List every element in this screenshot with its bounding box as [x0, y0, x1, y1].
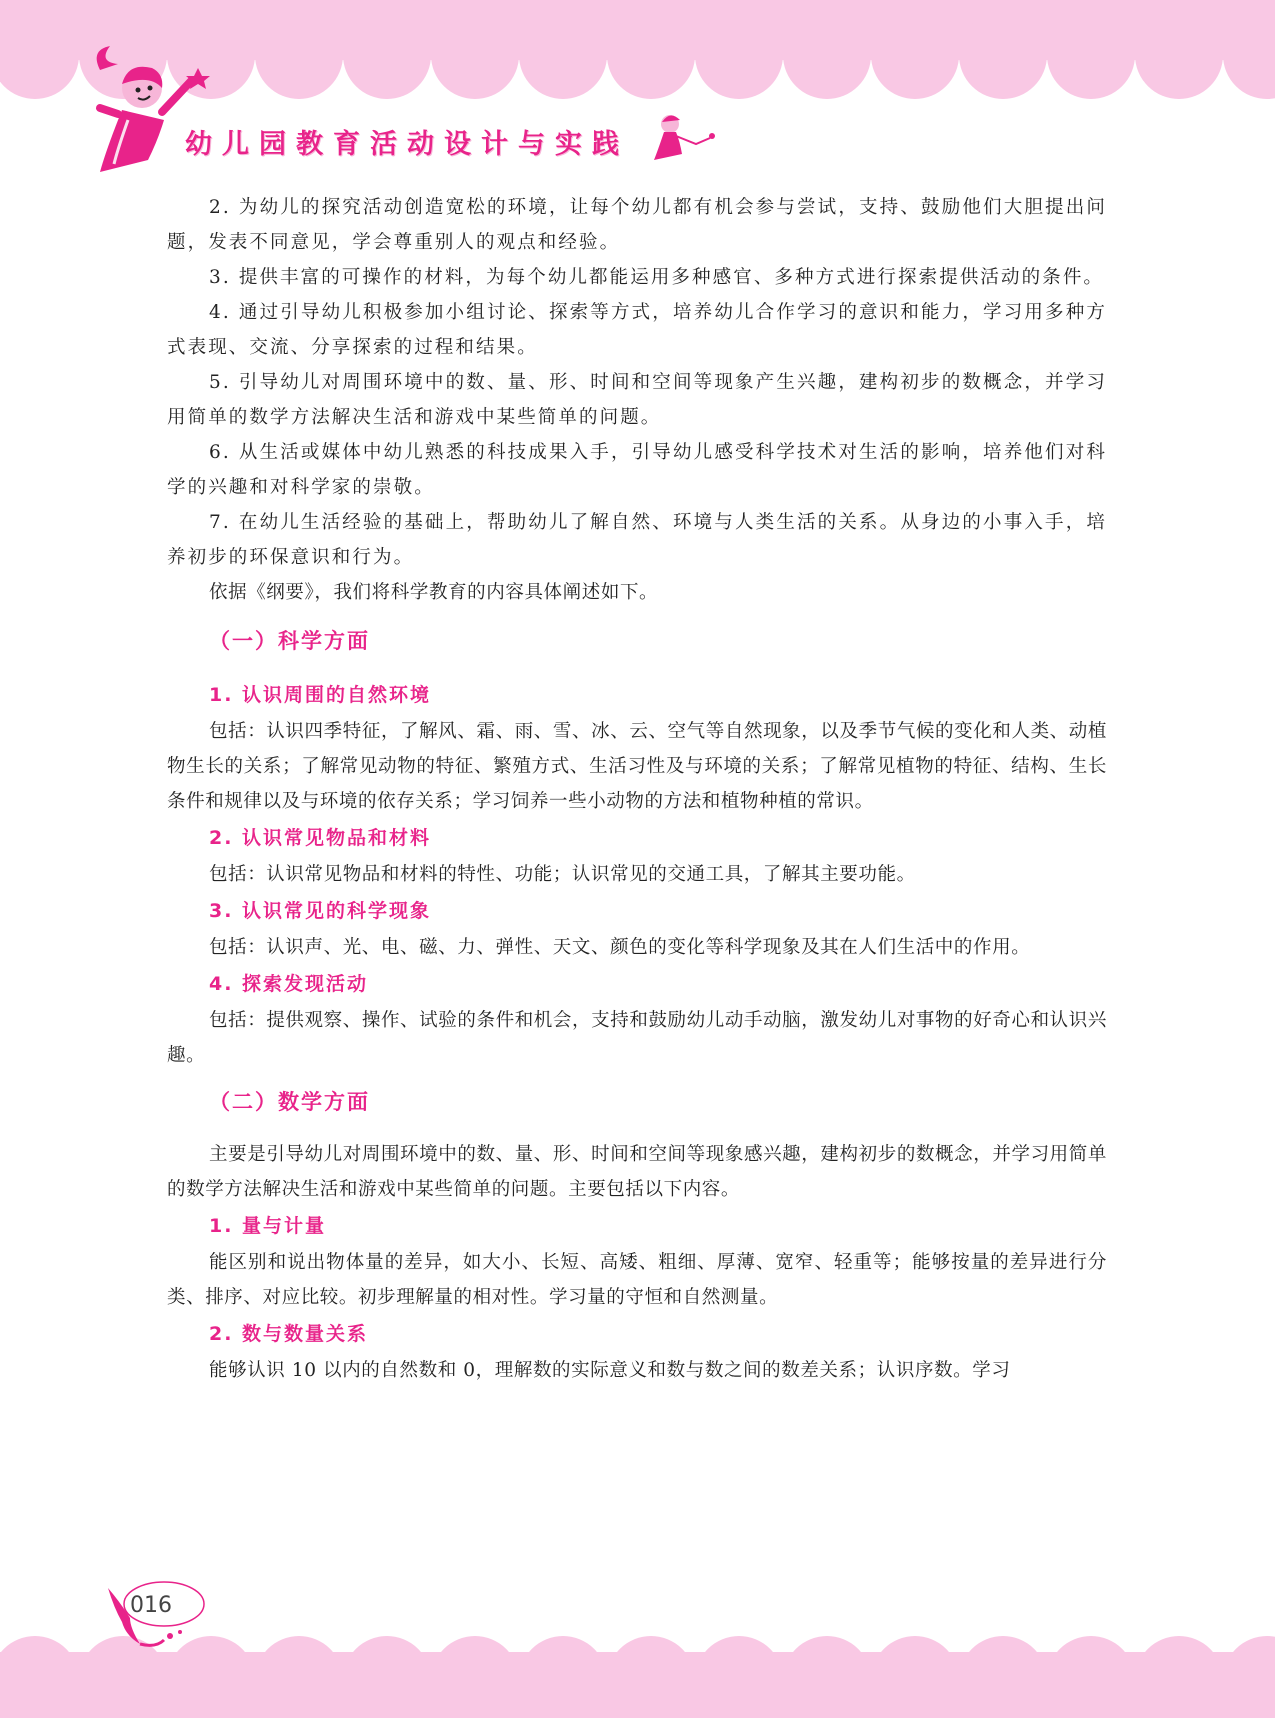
page-number: 016	[130, 1593, 172, 1618]
science-heading: （一）科学方面	[209, 629, 370, 653]
small-fairy-icon	[640, 108, 720, 168]
science-item-3-title: 3. 认识常见的科学现象	[209, 900, 432, 922]
science-item-1-text: 包括：认识四季特征，了解风、霜、雨、雪、冰、云、空气等自然现象，以及季节气候的变化和人类、动植物生长的关系；了解常见动物的特征、繁殖方式、生活习性及与环境的关系；了解常见植物的特征、结构、生长条件和规律以及与环境的依存关系；学习饲养一些小动物的方法和植物种植的常识。	[167, 721, 1107, 812]
science-item-1-title: 1. 认识周围的自然环境	[209, 684, 432, 706]
header-title: 幼儿园教育活动设计与实践	[185, 129, 629, 160]
math-heading: （二）数学方面	[209, 1090, 370, 1114]
intro-item-2: 2. 为幼儿的探究活动创造宽松的环境，让每个幼儿都有机会参与尝试，支持、鼓励他们大胆提出问题，发表不同意见，学会尊重别人的观点和经验。	[167, 197, 1107, 253]
math-item-2-text: 能够认识 10 以内的自然数和 0，理解数的实际意义和数与数之间的数差关系；认识序数。学习	[209, 1360, 1011, 1381]
intro-item-3: 3. 提供丰富的可操作的材料，为每个幼儿都能运用多种感官、多种方式进行探索提供活动的条件。	[209, 267, 1105, 288]
intro-item-7: 7. 在幼儿生活经验的基础上，帮助幼儿了解自然、环境与人类生活的关系。从身边的小事入手，培养初步的环保意识和行为。	[167, 512, 1107, 568]
math-item-1-text: 能区别和说出物体量的差异，如大小、长短、高矮、粗细、厚薄、宽窄、轻重等；能够按量的差异进行分类、排序、对应比较。初步理解量的相对性。学习量的守恒和自然测量。	[167, 1252, 1107, 1308]
science-item-4-title: 4. 探索发现活动	[209, 973, 369, 995]
lead-in-text: 依据《纲要》，我们将科学教育的内容具体阐述如下。	[209, 582, 659, 603]
math-item-1-title: 1. 量与计量	[209, 1215, 327, 1237]
science-item-2-title: 2. 认识常见物品和材料	[209, 827, 432, 849]
math-item-2-title: 2. 数与数量关系	[209, 1323, 369, 1345]
intro-item-6: 6. 从生活或媒体中幼儿熟悉的科技成果入手，引导幼儿感受科学技术对生活的影响，培养他们对科学的兴趣和对科学家的崇敬。	[167, 442, 1107, 498]
content-body	[167, 190, 1107, 1388]
math-intro-text: 主要是引导幼儿对周围环境中的数、量、形、时间和空间等现象感兴趣，建构初步的数概念，并学习用简单的数学方法解决生活和游戏中某些简单的问题。主要包括以下内容。	[167, 1144, 1107, 1200]
intro-item-4: 4. 通过引导幼儿积极参加小组讨论、探索等方式，培养幼儿合作学习的意识和能力，学习用多种方式表现、交流、分享探索的过程和结果。	[167, 302, 1107, 358]
intro-item-5: 5. 引导幼儿对周围环境中的数、量、形、时间和空间等现象产生兴趣，建构初步的数概念，并学习用简单的数学方法解决生活和游戏中某些简单的问题。	[167, 372, 1107, 428]
science-item-2-text: 包括：认识常见物品和材料的特性、功能；认识常见的交通工具，了解其主要功能。	[209, 864, 916, 885]
science-item-4-text: 包括：提供观察、操作、试验的条件和机会，支持和鼓励幼儿动手动脑，激发幼儿对事物的好奇心和认识兴趣。	[167, 1010, 1107, 1066]
science-item-3-text: 包括：认识声、光、电、磁、力、弹性、天文、颜色的变化等科学现象及其在人们生活中的作用。	[209, 937, 1031, 958]
